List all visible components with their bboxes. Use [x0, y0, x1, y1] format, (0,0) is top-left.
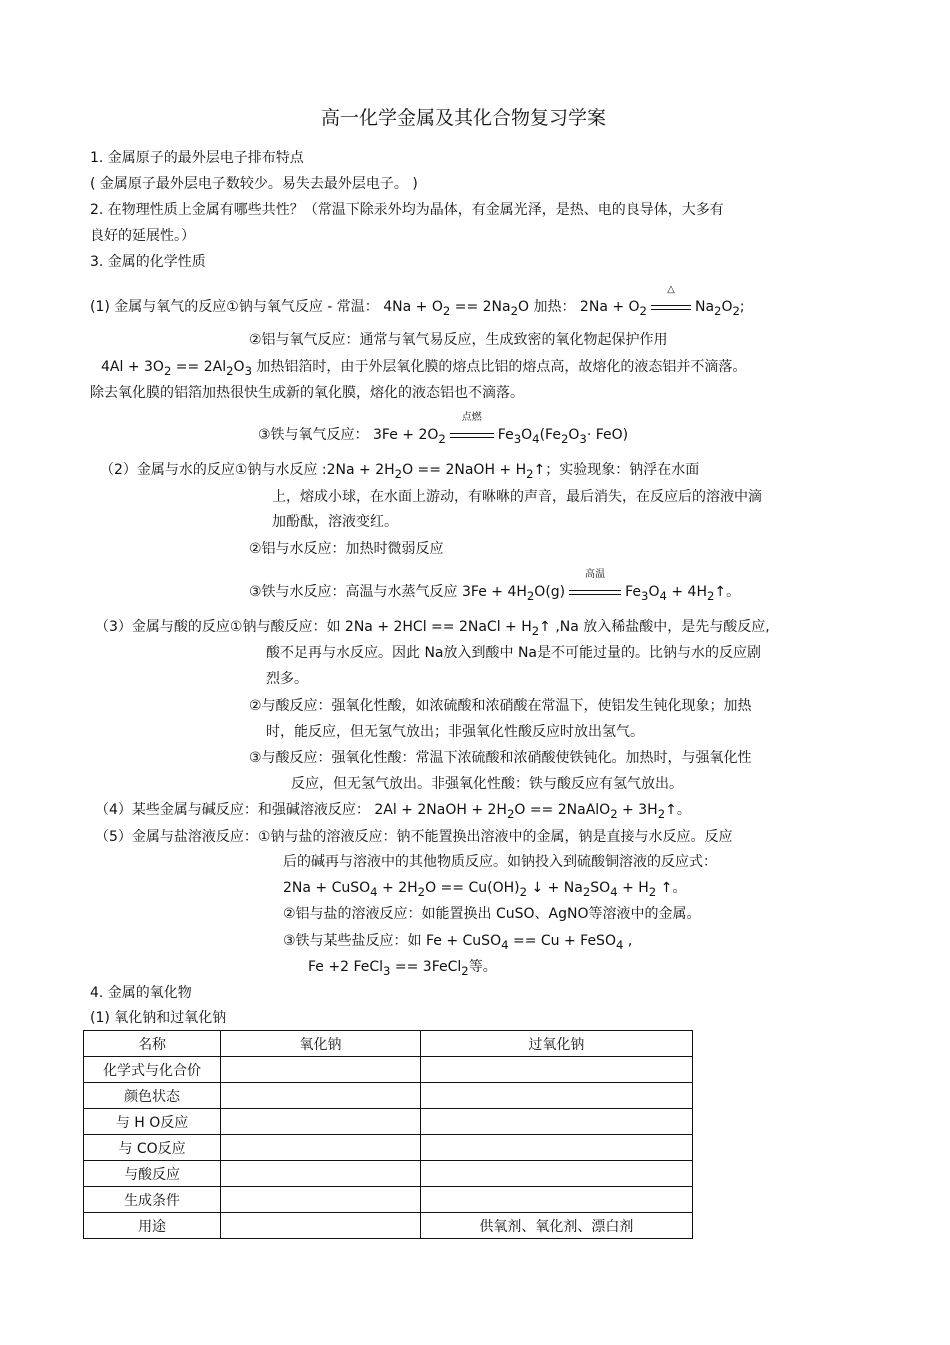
table-header-row: [84, 1031, 693, 1057]
q1-heading: 1. 金属原子的最外层电子排布特点: [90, 150, 304, 166]
heat-condition-arrow: [651, 284, 691, 316]
row-label: 化学式与化合价: [84, 1057, 221, 1083]
al-water-text: ②铝与水反应：加热时微弱反应: [249, 541, 444, 557]
al-acid-text-cont: 时，能反应，但无氢气放出；非强氧化性酸反应时放出氢气。: [266, 724, 644, 740]
na-oxygen-line: (1) 金属与氧气的反应①钠与氧气反应 - 常温： $4Na + O_2 == 2Na_2O$ 加热： $2Na + O_2$ △ $Na_2O_2$;: [90, 284, 745, 318]
row-label: 生成条件: [84, 1187, 221, 1213]
fe-water-line: ③铁与水反应：高温与水蒸气反应 $3Fe + 4H_2O(g)$ 高温 $Fe_3O_4$ + $4H_2↑$。: [249, 569, 741, 603]
header-name: 名称: [84, 1031, 221, 1057]
row-label: 与酸反应: [84, 1161, 221, 1187]
table-cell: [420, 1057, 692, 1083]
fe-oxygen-line: ③铁与氧气反应： $3Fe + 2O_2$ 点燃 $Fe_3O_4(Fe_2O_3\cdot FeO)$: [258, 412, 629, 446]
header-na2o: 氧化钠: [221, 1031, 421, 1057]
salt-line-cont: 后的碱再与溶液中的其他物质反应。如钠投入到硫酸铜溶液的反应式：: [283, 854, 717, 870]
table-cell: [221, 1057, 421, 1083]
na-water-line: （2）金属与水的反应①钠与水反应 :2Na + $2H_2O$ == 2NaOH + $H_2↑$；实验现象：钠浮在水面: [100, 462, 700, 481]
al-oxygen-text-cont: 除去氧化膜的铝箔加热很快生成新的氧化膜，熔化的液态铝也不滴落。: [90, 385, 524, 401]
al-salt-text: ②铝与盐的溶液反应：如能置换出 CuSO、AgNO等溶液中的金属。: [283, 906, 701, 922]
table-cell: [221, 1109, 421, 1135]
table-cell: [221, 1135, 421, 1161]
table-row: [84, 1213, 693, 1239]
q2-text-cont: 良好的延展性。）: [90, 228, 195, 244]
high-temp-label: 高温: [585, 569, 606, 580]
salt-line: （5）金属与盐溶液反应：①钠与盐的溶液反应：钠不能置换出溶液中的金属，钠是直接与水反应。反应: [95, 829, 733, 845]
ignite-label: 点燃: [461, 412, 482, 423]
heat-symbol: △: [667, 284, 675, 295]
sodium-oxides-table: [83, 1030, 693, 1239]
table-cell: [420, 1083, 692, 1109]
table-row: [84, 1083, 693, 1109]
fe-acid-text-cont: 反应，但无氢气放出。非强氧化性酸：铁与酸反应有氢气放出。: [291, 776, 683, 792]
row-label: 与 CO反应: [84, 1135, 221, 1161]
na-water-phenomenon: 上，熔成小球，在水面上游动，有咻咻的声音，最后消失，在反应后的溶液中滴: [272, 489, 762, 505]
fe-fecl3-equation: Fe +2 FeCl$_3$ == 3FeCl$_2$等。: [308, 959, 497, 978]
al-oxygen-equation: $4Al + 3O_2 == 2Al_2O_3$ 加热铝箔时，由于外层氧化膜的熔点比铝的熔点高，故熔化的液态铝并不滴落。: [101, 359, 747, 378]
table-row: [84, 1187, 693, 1213]
al-oxygen-text: ②铝与氧气反应：通常与氧气易反应，生成致密的氧化物起保护作用: [249, 332, 668, 348]
oxides-heading: 4. 金属的氧化物: [90, 985, 192, 1001]
oxides-subheading: (1) 氧化钠和过氧化钠: [90, 1010, 227, 1026]
row-label: 颜色状态: [84, 1083, 221, 1109]
table-row: [84, 1057, 693, 1083]
table-row: [84, 1161, 693, 1187]
table-cell: [420, 1161, 692, 1187]
ignite-condition-arrow: [450, 412, 494, 444]
header-na2o2: 过氧化钠: [420, 1031, 692, 1057]
table-cell: 供氧剂、氧化剂、漂白剂: [420, 1213, 692, 1239]
table-row: [84, 1109, 693, 1135]
q1-answer: ( 金属原子最外层电子数较少。易失去最外层电子。 ): [90, 176, 418, 192]
table-cell: [420, 1109, 692, 1135]
table-cell: [420, 1187, 692, 1213]
q2-text: 2. 在物理性质上金属有哪些共性？（常温下除汞外均为晶体，有金属光泽，是热、电的良导体，大多有: [90, 202, 724, 218]
q3-heading: 3. 金属的化学性质: [90, 254, 206, 270]
al-acid-text: ②与酸反应：强氧化性酸，如浓硫酸和浓硝酸在常温下，使铝发生钝化现象；加热: [249, 698, 752, 714]
na-acid-line: （3）金属与酸的反应①钠与酸反应：如 2Na + 2HCl == 2NaCl + $H_2↑$ ,Na 放入稀盐酸中，是先与酸反应,: [95, 619, 770, 638]
table-cell: [221, 1161, 421, 1187]
na-cuso4-equation: 2Na + CuSO$_4$ + $2H_2O == Cu(OH)_2$ ↓ + $Na_2SO_4 + H_2$ ↑。: [283, 880, 687, 899]
na-acid-text-cont: 烈多。: [266, 671, 308, 687]
table-cell: [420, 1135, 692, 1161]
na-acid-text: 酸不足再与水反应。因此 Na放入到酸中 Na是不可能过量的。比钠与水的反应剧: [266, 645, 762, 661]
fe-salt-line: ③铁与某些盐反应：如 Fe + CuSO$_4$ == Cu + FeSO$_4$ ,: [283, 933, 633, 952]
page-title: 高一化学金属及其化合物复习学案: [320, 107, 606, 129]
row-label: 用途: [84, 1213, 221, 1239]
table-cell: [221, 1213, 421, 1239]
table-row: [84, 1135, 693, 1161]
row-label: 与 H O反应: [84, 1109, 221, 1135]
high-temp-condition-arrow: [569, 569, 621, 601]
table-cell: [221, 1187, 421, 1213]
fe-acid-text: ③与酸反应：强氧化性酸：常温下浓硫酸和浓硝酸使铁钝化。加热时，与强氧化性: [249, 750, 752, 766]
al-base-line: （4）某些金属与碱反应：和强碱溶液反应： 2Al + 2NaOH + $2H_2O$ == 2NaAlO$_2$ + $3H_2↑$。: [95, 802, 691, 821]
na-water-phenomenon-cont: 加酚酞，溶液变红。: [272, 514, 398, 530]
table-cell: [221, 1083, 421, 1109]
